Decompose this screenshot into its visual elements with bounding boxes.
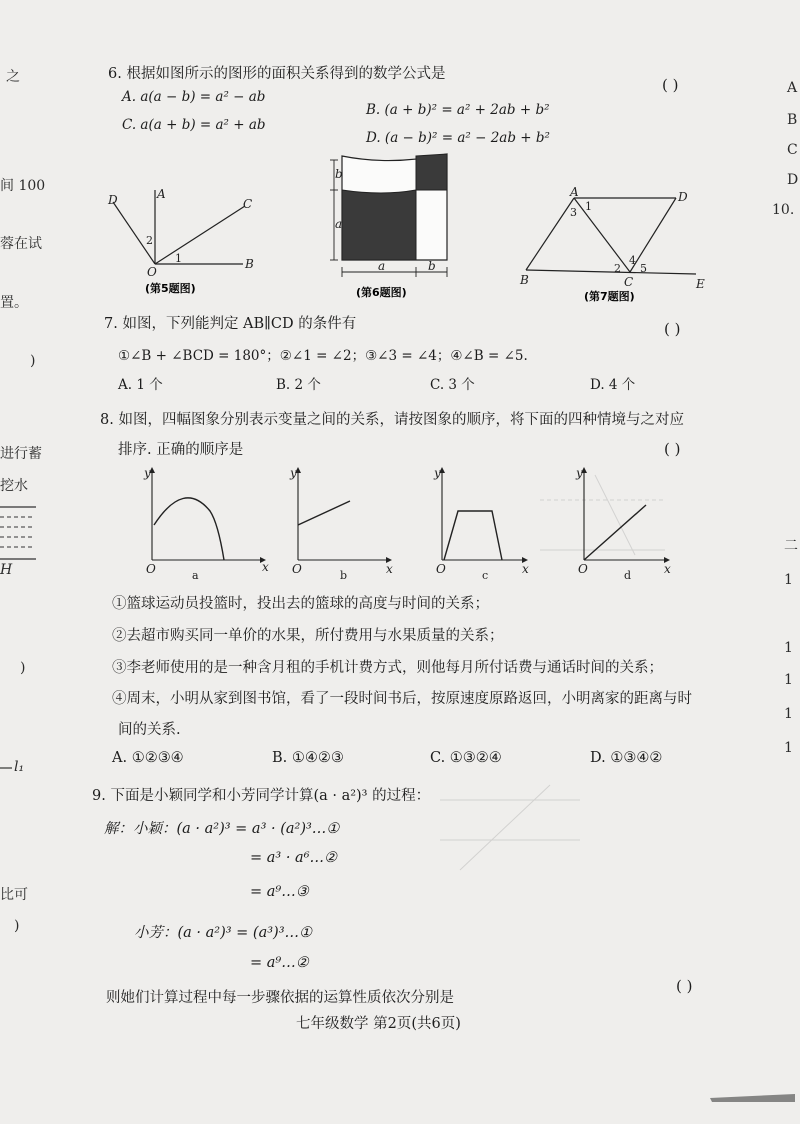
graph-y-label: y [576, 466, 583, 480]
graph-caption: d [624, 569, 632, 582]
graph-x-label: x [262, 560, 269, 574]
q7-option-d[interactable]: D. 4 个 [590, 377, 636, 393]
graph-d [572, 465, 702, 585]
q9-stem: 9. 下面是小颖同学和小芳同学计算(a · a²)³ 的过程： [92, 788, 431, 804]
margin-text: ) [14, 918, 20, 934]
margin-text: ) [20, 660, 26, 676]
angle-1: 1 [585, 200, 592, 213]
margin-text: 之 [6, 69, 20, 85]
ray-oc [155, 206, 245, 264]
angle-1: 1 [175, 252, 182, 265]
graph-y-label: y [144, 466, 151, 480]
margin-text: B [787, 112, 798, 128]
line-through-origin [584, 505, 646, 560]
graph-c [430, 465, 560, 585]
q8-scenario-1: ①篮球运动员投篮时，投出去的篮球的高度与时间的关系； [112, 596, 489, 612]
label-b-right: b [428, 259, 436, 273]
q7-conditions: ①∠B + ∠BCD = 180°；②∠1 = ∠2；③∠3 = ∠4；④∠B = ∠5. [118, 348, 528, 364]
angle-2: 2 [614, 262, 621, 275]
margin-text: 蓉在试 [0, 236, 42, 252]
q8-scenario-4: ④周末，小明从家到图书馆，看了一段时间书后，按原速度原路返回，小明离家的距离与时 [112, 691, 692, 707]
label-c: C [243, 197, 253, 211]
margin-text: 10. [772, 202, 795, 218]
graph-a [140, 465, 270, 585]
q8-stem: 8. 如图，四幅图象分别表示变量之间的关系，请按图象的顺序，将下面的四种情境与之对应 [100, 412, 684, 428]
label-a-left: a [335, 217, 343, 231]
margin-text: A [787, 80, 798, 96]
margin-text: 进行蓄 [0, 446, 42, 462]
margin-text: 挖水 [0, 478, 28, 494]
q6-option-b[interactable]: B. (a + b)² = a² + 2ab + b² [366, 102, 550, 118]
label-b: B [245, 257, 254, 271]
margin-text: 置。 [0, 295, 28, 311]
label-b: B [520, 273, 529, 287]
q6-option-c[interactable]: C. a(a + b) = a² + ab [122, 117, 266, 133]
q8-option-a[interactable]: A. ①②③④ [112, 750, 184, 766]
margin-text: 比可 [0, 887, 28, 903]
label-a: A [570, 185, 579, 199]
margin-text: 1 [784, 672, 793, 688]
margin-text: 1 [784, 706, 793, 722]
q8-stem-line2: 排序. 正确的顺序是 [118, 442, 244, 458]
label-d: D [678, 190, 688, 204]
angle-3: 3 [570, 206, 577, 219]
fig6-caption: (第6题图) [356, 286, 407, 299]
q6-option-d[interactable]: D. (a − b)² = a² − 2ab + b² [366, 130, 550, 146]
line-be [526, 270, 696, 274]
margin-text: l₁ [14, 759, 25, 775]
q8-answer-paren[interactable]: ( ) [664, 440, 681, 458]
q6-stem: 6. 根据如图所示的图形的面积关系得到的数学公式是 [108, 66, 446, 82]
q9-xiaofang-step-2: = a⁹…② [250, 955, 309, 971]
label-d: D [108, 193, 118, 207]
q8-scenario-3: ③李老师使用的是一种含月租的手机计费方式，则他每月所付话费与通话时间的关系； [112, 660, 663, 676]
q6-option-a[interactable]: A. a(a − b) = a² − ab [122, 89, 266, 105]
graph-y-label: y [434, 466, 441, 480]
margin-text: C [787, 142, 798, 158]
curve-parabola [154, 498, 224, 560]
q7-option-b[interactable]: B. 2 个 [276, 377, 321, 393]
q7-option-c[interactable]: C. 3 个 [430, 377, 475, 393]
margin-text: 1 [784, 740, 793, 756]
q7-stem: 7. 如图，下列能判定 AB∥CD 的条件有 [104, 316, 357, 332]
label-e: E [696, 277, 705, 291]
fig5-caption: (第5题图) [145, 282, 196, 295]
angle-5: 5 [640, 262, 647, 275]
page-footer: 七年级数学 第2页(共6页) [296, 1016, 461, 1032]
margin-text: D [787, 172, 799, 188]
q8-scenario-2: ②去超市购买同一单价的水果，所付费用与水果质量的关系； [112, 628, 504, 644]
q7-answer-paren[interactable]: ( ) [664, 320, 681, 338]
angle-2: 2 [146, 234, 153, 247]
label-o: O [147, 265, 157, 279]
graph-b [286, 465, 416, 585]
graph-x-label: x [664, 562, 671, 576]
graph-origin: O [292, 562, 302, 576]
graph-caption: b [340, 569, 348, 582]
q8-option-c[interactable]: C. ①③②④ [430, 750, 502, 766]
margin-text: H [0, 562, 13, 578]
figure-7 [518, 185, 718, 308]
segment-ab [526, 198, 574, 270]
trapezoid-curve [444, 511, 502, 560]
label-b-top: b [335, 167, 343, 181]
graph-y-label: y [290, 466, 297, 480]
q9-question: 则她们计算过程中每一步骤依据的运算性质依次分别是 [106, 990, 454, 1006]
q8-option-b[interactable]: B. ①④②③ [272, 750, 344, 766]
graph-origin: O [578, 562, 588, 576]
margin-text: 1 [784, 572, 793, 588]
q9-xiaofang-step-1: 小芳：(a · a²)³ = (a³)³…① [134, 925, 313, 941]
margin-text: 二 [784, 538, 798, 554]
q6-answer-paren[interactable]: ( ) [662, 76, 679, 94]
graph-caption: a [192, 569, 199, 582]
segment-dc [630, 198, 676, 272]
label-c: C [624, 275, 634, 289]
margin-text: 间 100 [0, 178, 46, 194]
line-with-intercept [298, 501, 350, 525]
margin-text: 1 [784, 640, 793, 656]
angle-4: 4 [629, 254, 636, 267]
graph-origin: O [436, 562, 446, 576]
graph-caption: c [482, 569, 489, 582]
figure-6 [322, 150, 472, 300]
page-edge-shadow [700, 1090, 800, 1120]
segment-ac [574, 198, 630, 272]
q9-xiaoying-step-1: 解：小颖：(a · a²)³ = a³ · (a²)³…① [104, 821, 340, 837]
label-a: A [157, 187, 166, 201]
figure-5 [105, 188, 275, 308]
q9-xiaoying-step-2: = a³ · a⁶…② [250, 850, 337, 866]
q9-xiaoying-step-3: = a⁹…③ [250, 884, 309, 900]
label-a-bottom: a [378, 259, 386, 273]
graph-x-label: x [386, 562, 393, 576]
q7-option-a[interactable]: A. 1 个 [118, 377, 163, 393]
fig7-caption: (第7题图) [584, 290, 635, 303]
graph-origin: O [146, 562, 156, 576]
q9-answer-paren[interactable]: ( ) [676, 977, 693, 995]
q8-option-d[interactable]: D. ①③④② [590, 750, 663, 766]
q8-scenario-4-cont: 间的关系. [118, 722, 181, 738]
graph-x-label: x [522, 562, 529, 576]
margin-text: ) [30, 353, 36, 369]
ray-od [113, 202, 155, 264]
bleed-through-figure [430, 780, 590, 890]
